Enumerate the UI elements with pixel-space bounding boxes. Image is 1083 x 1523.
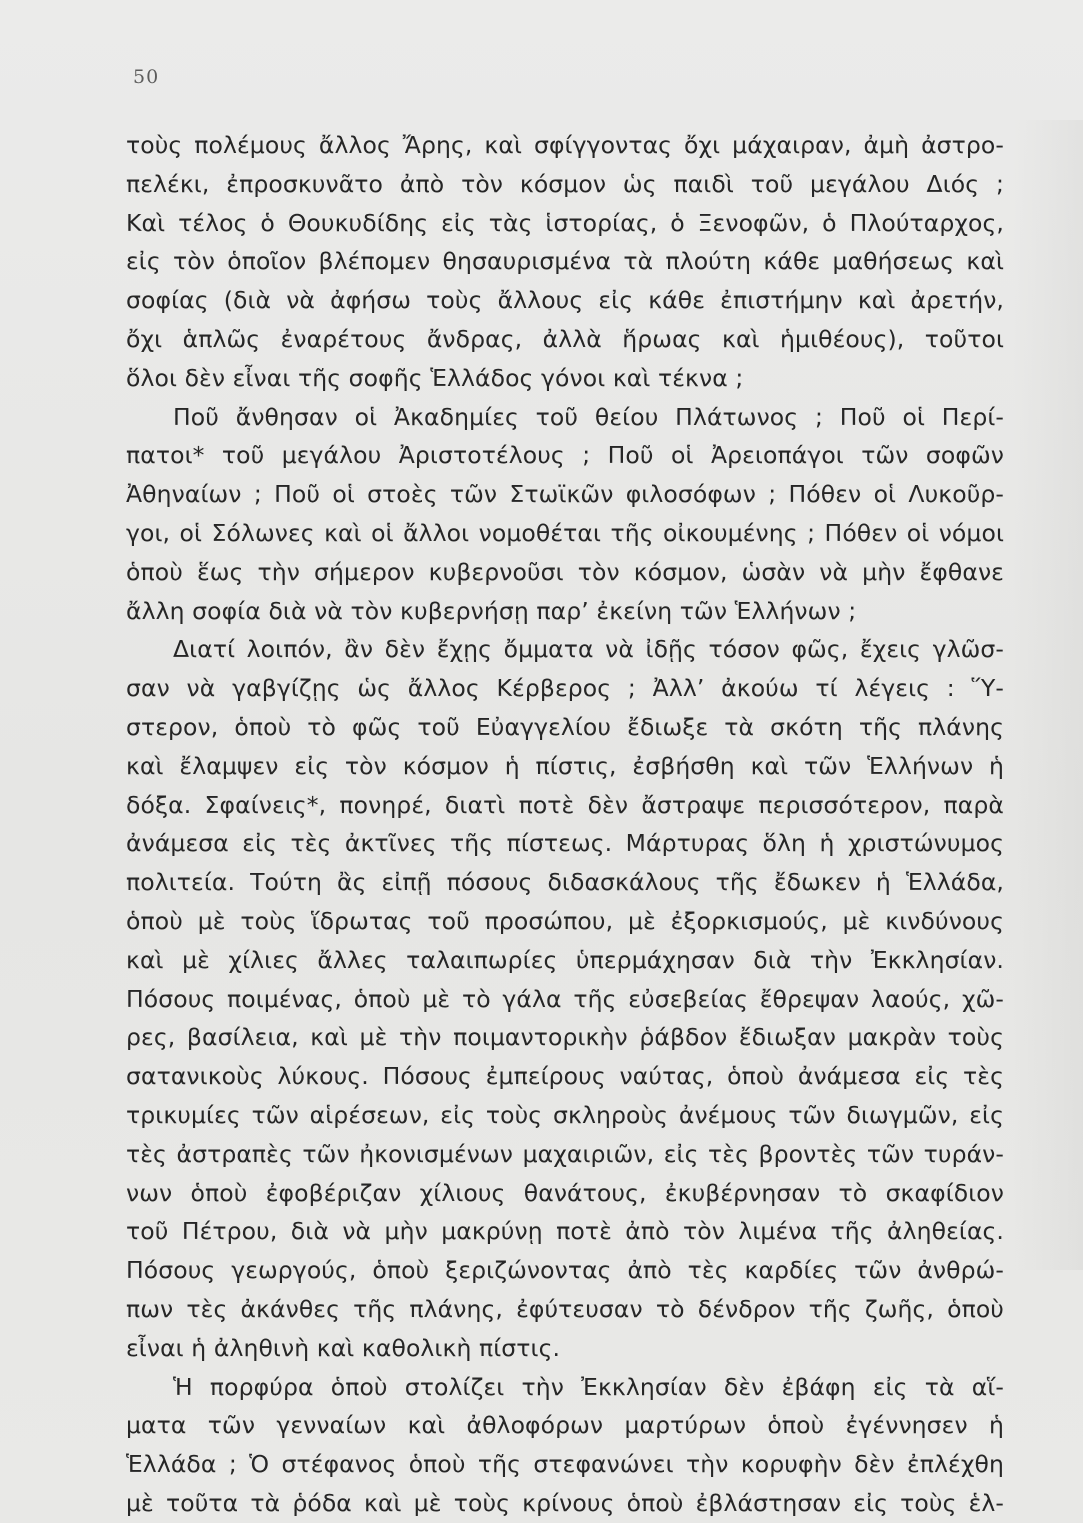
text-line: δόξα. Σφαίνεις*, πονηρέ, διατὶ ποτὲ δὲν ἄστραψε περισσότερον, παρὰ	[126, 790, 1004, 819]
text-line: Πόσους ποιμένας, ὁποὺ μὲ τὸ γάλα τῆς εὐσεβείας ἔθρεψαν λαούς, χῶ-	[126, 984, 1004, 1013]
page-number: 50	[133, 66, 160, 88]
paragraph-1	[126, 126, 1004, 398]
text-line: εἶναι ἡ ἀληθινὴ καὶ καθολικὴ πίστις.	[126, 1333, 561, 1362]
text-line: σατανικοὺς λύκους. Πόσους ἐμπείρους ναύτας, ὁποὺ ἀνάμεσα εἰς τὲς	[126, 1062, 1004, 1091]
paragraph-3	[126, 630, 1004, 1367]
text-line: καὶ ἔλαμψεν εἰς τὸν κόσμον ἡ πίστις, ἐσβήσθη καὶ τῶν Ἑλλήνων ἡ	[126, 751, 1004, 780]
text-line: στερον, ὁποὺ τὸ φῶς τοῦ Εὐαγγελίου ἔδιωξε τὰ σκότη τῆς πλάνης	[126, 712, 1004, 741]
text-line: καὶ μὲ χίλιες ἄλλες ταλαιπωρίες ὑπερμάχησαν διὰ τὴν Ἐκκλησίαν.	[126, 945, 1004, 974]
text-line: πατοι* τοῦ μεγάλου Ἀριστοτέλους ; Ποῦ οἱ Ἀρειοπάγοι τῶν σοφῶν	[126, 441, 1004, 470]
text-line: σοφίας (διὰ νὰ ἀφήσω τοὺς ἄλλους εἰς κάθε ἐπιστήμην καὶ ἀρετήν,	[126, 286, 1004, 315]
text-line: τοὺς πολέμους ἄλλος Ἄρης, καὶ σφίγγοντας ὄχι μάχαιραν, ἀμὴ ἀστρο-	[126, 131, 1004, 159]
facing-page-shadow	[1013, 120, 1083, 1270]
text-line: ὁποὺ ἕως τὴν σήμερον κυβερνοῦσι τὸν κόσμον, ὡσὰν νὰ μὴν ἔφθανε	[126, 557, 1004, 586]
text-line: πολιτεία. Τούτη ἂς εἰπῇ πόσους διδασκάλους τῆς ἔδωκεν ἡ Ἑλλάδα,	[126, 868, 1004, 897]
text-line: νων ὁποὺ ἐφοβέριζαν χίλιους θανάτους, ἐκυβέρνησαν τὸ σκαφίδιον	[126, 1178, 1004, 1207]
text-line: τοῦ Πέτρου, διὰ νὰ μὴν μακρύνῃ ποτὲ ἀπὸ τὸν λιμένα τῆς ἀληθείας.	[126, 1217, 1004, 1246]
text-line: ὄχι ἁπλῶς ἐναρέτους ἄνδρας, ἀλλὰ ἥρωας καὶ ἡμιθέους), τοῦτοι	[126, 324, 1004, 353]
text-line: ἀνάμεσα εἰς τὲς ἀκτῖνες τῆς πίστεως. Μάρτυρας ὅλη ἡ χριστώνυμος	[126, 829, 1004, 858]
text-line: ρες, βασίλεια, καὶ μὲ τὴν ποιμαντορικὴν ῥάβδον ἔδιωξαν μακρὰν τοὺς	[126, 1023, 1004, 1052]
text-line: μὲ τοῦτα τὰ ῥόδα καὶ μὲ τοὺς κρίνους ὁποὺ ἐβλάστησαν εἰς τοὺς ἑλ-	[126, 1488, 1004, 1517]
text-line: τρικυμίες τῶν αἱρέσεων, εἰς τοὺς σκληροὺς ἀνέμους τῶν διωγμῶν, εἰς	[126, 1100, 1004, 1129]
text-line: ἄλλη σοφία διὰ νὰ τὸν κυβερνήσῃ παρ’ ἐκείνη τῶν Ἑλλήνων ;	[126, 596, 857, 625]
paragraph-4	[126, 1368, 1004, 1523]
text-line: ὁποὺ μὲ τοὺς ἵδρωτας τοῦ προσώπου, μὲ ἐξορκισμούς, μὲ κινδύνους	[126, 906, 1004, 935]
text-line: Καὶ τέλος ὁ Θουκυδίδης εἰς τὰς ἱστορίας, ὁ Ξενοφῶν, ὁ Πλούταρχος,	[126, 208, 1004, 237]
text-line: πελέκι, ἐπροσκυνᾶτο ἀπὸ τὸν κόσμον ὡς παιδὶ τοῦ μεγάλου Διός ;	[126, 169, 1004, 198]
text-line: πων τὲς ἀκάνθες τῆς πλάνης, ἐφύτευσαν τὸ δένδρον τῆς ζωῆς, ὁποὺ	[126, 1294, 1004, 1323]
text-line: τὲς ἀστραπὲς τῶν ἠκονισμένων μαχαιριῶν, εἰς τὲς βροντὲς τῶν τυράν-	[126, 1139, 1004, 1168]
body-text	[126, 126, 1004, 1523]
text-line: Ποῦ ἄνθησαν οἱ Ἀκαδημίες τοῦ θείου Πλάτωνος ; Ποῦ οἱ Περί-	[173, 402, 1004, 431]
paragraph-2	[126, 398, 1004, 631]
text-line: Διατί λοιπόν, ἂν δὲν ἔχῃς ὄμματα νὰ ἰδῇς τόσον φῶς, ἔχεις γλῶσ-	[173, 635, 1004, 664]
text-line: γοι, οἱ Σόλωνες καὶ οἱ ἄλλοι νομοθέται τῆς οἰκουμένης ; Πόθεν οἱ νόμοι	[126, 518, 1004, 547]
text-line: Ἀθηναίων ; Ποῦ οἱ στοὲς τῶν Στωϊκῶν φιλοσόφων ; Πόθεν οἱ Λυκοῦρ-	[126, 480, 1004, 509]
text-line: εἰς τὸν ὁποῖον βλέπομεν θησαυρισμένα τὰ πλούτη κάθε μαθήσεως καὶ	[126, 247, 1004, 276]
text-line: ματα τῶν γενναίων καὶ ἀθλοφόρων μαρτύρων ὁποὺ ἐγέννησεν ἡ	[126, 1411, 1004, 1440]
text-line: ὅλοι δὲν εἶναι τῆς σοφῆς Ἑλλάδος γόνοι καὶ τέκνα ;	[126, 363, 744, 392]
text-line: σαν νὰ γαβγίζῃς ὡς ἄλλος Κέρβερος ; Ἀλλ’ ἀκούω τί λέγεις : Ὕ-	[126, 674, 1004, 703]
text-line: Πόσους γεωργούς, ὁποὺ ξεριζώνοντας ἀπὸ τὲς καρδίες τῶν ἀνθρώ-	[126, 1256, 1004, 1285]
text-line: Ἡ πορφύρα ὁποὺ στολίζει τὴν Ἐκκλησίαν δὲν ἐβάφη εἰς τὰ αἵ-	[173, 1372, 1004, 1401]
text-line: Ἑλλάδα ; Ὁ στέφανος ὁποὺ τῆς στεφανώνει τὴν κορυφὴν δὲν ἐπλέχθη	[126, 1450, 1004, 1479]
